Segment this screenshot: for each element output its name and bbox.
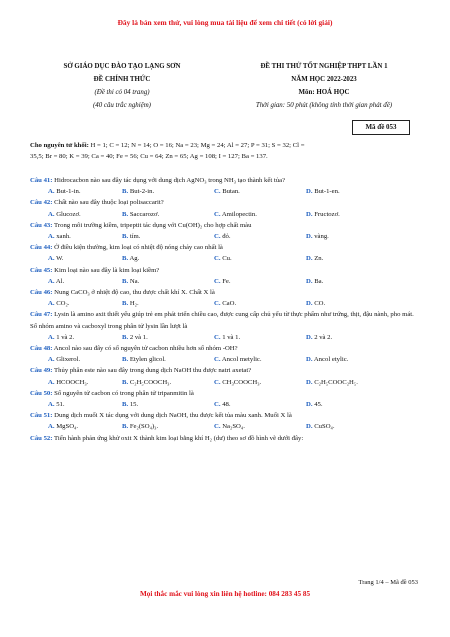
option-text: Ag. (129, 255, 140, 263)
answer-option (30, 298, 122, 309)
answer-option (122, 298, 214, 309)
option-letter: A. (48, 333, 55, 341)
answer-options (30, 253, 422, 264)
answer-option (214, 231, 306, 242)
option-text: Saccarozơ. (129, 210, 160, 218)
question-stem (30, 433, 422, 444)
question-text: Ở điều kiện thường, kim loại có nhiệt độ nóng chảy cao nhất là (54, 244, 223, 252)
question-item (30, 309, 422, 343)
option-text: Na. (129, 277, 140, 285)
question-item (30, 388, 422, 410)
question-number: Câu 44: (30, 244, 53, 252)
answer-option (30, 399, 122, 410)
option-letter: A. (48, 423, 55, 431)
question-item (30, 242, 422, 264)
option-letter: D. (306, 210, 313, 218)
answer-option (306, 399, 398, 410)
answer-option (122, 421, 214, 432)
answer-option (122, 377, 214, 388)
answer-option (306, 354, 398, 365)
option-text: tím. (129, 233, 141, 241)
atomic-masses-label: Cho nguyên tử khối: (30, 142, 89, 149)
answer-option (122, 354, 214, 365)
option-text: Etylen glicol. (129, 356, 166, 364)
answer-option (122, 276, 214, 287)
option-text: Butan. (222, 188, 240, 196)
answer-option (214, 209, 306, 220)
answer-option (30, 276, 122, 287)
hotline-banner: Mọi thắc mắc vui lòng xin liên hệ hotline: 084 283 45 85 (139, 590, 311, 598)
question-text: Thủy phân este nào sau đây trong dung dịch NaOH thu được natri axetat? (54, 367, 252, 375)
option-text: But-1-in. (56, 188, 81, 196)
option-letter: D. (306, 401, 313, 409)
option-text: C₂H₅COOCH₃. (129, 378, 172, 386)
official-label: ĐỀ CHÍNH THỨC (93, 76, 151, 83)
question-item (30, 343, 422, 365)
exam-title: ĐỀ THI THỬ TỐT NGHIỆP THPT LẦN 1 (260, 63, 388, 70)
question-text: Ancol nào sau đây có số nguyên tử cacbon nhiều hơn số nhóm -OH? (53, 345, 238, 353)
question-item (30, 220, 422, 242)
option-text: Al. (55, 277, 65, 285)
question-item (30, 287, 422, 309)
question-stem (30, 220, 422, 231)
subject-name: Môn: HOÁ HỌC (298, 89, 350, 96)
option-letter: B. (122, 356, 129, 364)
option-letter: D. (306, 356, 313, 364)
answer-option (122, 332, 214, 343)
question-item (30, 197, 422, 219)
option-text: CO₂. (56, 300, 70, 308)
option-text: Amilopectin. (221, 210, 257, 218)
question-item (30, 433, 422, 444)
option-letter: B. (122, 423, 129, 431)
option-letter: C. (214, 423, 221, 431)
option-text: 45. (314, 401, 323, 409)
answer-options (30, 186, 422, 197)
answer-option (30, 253, 122, 264)
option-text: Zn. (314, 255, 324, 263)
answer-option (306, 298, 398, 309)
option-text: CO. (314, 300, 326, 308)
question-item (30, 410, 422, 432)
option-letter: C. (214, 356, 221, 364)
answer-options (30, 377, 422, 388)
question-text: Chất nào sau đây thuộc loại polisaccarit? (54, 199, 164, 207)
option-letter: A. (48, 210, 55, 218)
option-letter: C. (214, 210, 221, 218)
option-letter: A. (48, 255, 55, 263)
option-letter: B. (122, 210, 129, 218)
answer-option (306, 332, 398, 343)
option-letter: D. (306, 300, 313, 308)
option-text: MgSO₄. (56, 423, 79, 431)
option-letter: D. (306, 423, 313, 431)
answer-option (306, 253, 398, 264)
option-letter: A. (48, 233, 55, 241)
question-number: Câu 51: (30, 412, 53, 420)
answer-option (306, 186, 398, 197)
option-letter: B. (122, 378, 129, 386)
option-letter: B. (122, 333, 129, 341)
option-text: 15. (129, 401, 139, 409)
question-number: Câu 43: (30, 221, 53, 229)
option-text: Glucozơ. (56, 210, 81, 218)
answer-option (306, 209, 398, 220)
question-list (30, 175, 422, 444)
atomic-masses (30, 140, 422, 162)
question-number: Câu 41: (30, 177, 53, 184)
answer-option (122, 186, 214, 197)
option-text: Na₂SO₄. (222, 423, 245, 431)
option-letter: D. (306, 188, 313, 196)
header-left (22, 60, 222, 112)
question-stem (30, 287, 422, 298)
question-count-note: (40 câu trắc nghiệm) (93, 102, 151, 109)
question-text: Hidrocacbon nào sau đây tác dụng với dung dịch AgNO₃ trong NH₃ tạo thành kết tủa? (54, 177, 286, 184)
option-text: Fructozơ. (314, 210, 340, 218)
department-name: SỞ GIÁO DỤC ĐÀO TẠO LẠNG SƠN (63, 63, 181, 70)
question-item (30, 265, 422, 287)
header-right (215, 60, 433, 112)
question-text: Kim loại nào sau đây là kim loại kiềm? (54, 266, 160, 274)
answer-option (122, 209, 214, 220)
school-year: NĂM HỌC 2022-2023 (291, 76, 357, 83)
option-text: CH₃COOCH₃. (222, 378, 262, 386)
answer-option (30, 421, 122, 432)
option-letter: C. (214, 233, 221, 241)
option-text: Ancol etylic. (313, 356, 349, 364)
answer-options (30, 421, 422, 432)
option-letter: D. (306, 378, 313, 386)
question-stem (30, 309, 422, 331)
atomic-masses-line-2: 35,5; Br = 80; K = 39; Ca = 40; Fe = 56; Cu = 64; Zn = 65; Ag = 108; I = 127; Ba = 137. (30, 153, 268, 160)
answer-option (214, 421, 306, 432)
option-text: vàng. (314, 233, 329, 241)
question-stem (30, 343, 422, 354)
question-stem (30, 242, 422, 253)
answer-options (30, 231, 422, 242)
answer-options (30, 298, 422, 309)
answer-option (306, 421, 398, 432)
option-text: Glixerol. (56, 356, 81, 364)
option-letter: B. (122, 300, 129, 308)
answer-option (214, 253, 306, 264)
option-letter: C. (214, 277, 221, 285)
option-text: But-1-en. (314, 188, 340, 196)
question-number: Câu 52: (30, 434, 53, 442)
answer-option (30, 377, 122, 388)
answer-option (214, 332, 306, 343)
question-item (30, 175, 422, 197)
answer-option (306, 377, 398, 388)
answer-option (122, 231, 214, 242)
option-letter: D. (306, 255, 313, 263)
answer-option (30, 231, 122, 242)
answer-options (30, 332, 422, 343)
option-text: 1 và 1. (222, 333, 241, 341)
option-text: 2 và 1. (129, 333, 148, 341)
option-text: đỏ. (222, 233, 231, 241)
option-letter: B. (122, 255, 129, 263)
option-letter: D. (306, 333, 313, 341)
atomic-masses-line-1: H = 1; C = 12; N = 14; O = 16; Na = 23; Mg = 24; Al = 27; P = 31; S = 32; Cl = (90, 142, 305, 149)
question-number: Câu 47: (30, 311, 53, 319)
page-footer: Trang 1/4 – Mã đề 053 (358, 579, 418, 586)
answer-option (30, 354, 122, 365)
option-text: 2 và 2. (314, 333, 333, 341)
question-stem (30, 365, 422, 376)
option-text: CaO. (222, 300, 237, 308)
answer-option (30, 332, 122, 343)
option-letter: B. (122, 277, 129, 285)
answer-option (306, 276, 398, 287)
answer-option (122, 253, 214, 264)
question-item (30, 365, 422, 387)
option-text: H₂. (129, 300, 139, 308)
option-letter: C. (214, 300, 221, 308)
question-text: Trong môi trường kiềm, tripeptit tác dụng với Cu(OH)₂ cho hợp chất màu (54, 221, 252, 229)
answer-option (214, 186, 306, 197)
option-letter: B. (122, 401, 129, 409)
option-letter: C. (214, 401, 221, 409)
option-letter: A. (48, 300, 55, 308)
option-text: CuSO₄. (314, 423, 335, 431)
option-text: W. (56, 255, 64, 263)
option-text: 1 và 2. (56, 333, 75, 341)
option-letter: D. (306, 277, 313, 285)
option-letter: A. (48, 378, 55, 386)
option-letter: A. (48, 356, 55, 364)
option-text: Ba. (314, 277, 324, 285)
preview-banner: Đây là bản xem thử, vui lòng mua tài liệu để xem chi tiết (có lời giải) (117, 18, 333, 27)
question-stem (30, 265, 422, 276)
question-text: Dung dịch muối X tác dụng với dung dịch NaOH, thu được kết tủa màu xanh. Muối X là (54, 412, 292, 420)
time-limit: Thời gian: 50 phút (không tính thời gian phát đề) (255, 102, 393, 109)
question-text: Lysin là amino axit thiết yếu giúp trẻ em phát triển chiều cao, được cung cấp chủ yếu từ thực phẩm như trứng, thịt, đậu nành, pho mát. Số nhóm amino và cacboxyl trong phân tử lysin lần lượt là (30, 311, 414, 330)
answer-option (214, 298, 306, 309)
answer-options (30, 276, 422, 287)
page-count-note: (Đề thi có 04 trang) (94, 89, 150, 96)
answer-option (30, 186, 122, 197)
answer-option (122, 399, 214, 410)
question-text: Tiến hành phản ứng khử oxit X thành kim loại bằng khí H₂ (dư) theo sơ đồ hình vẽ dưới đây: (54, 434, 304, 442)
option-letter: B. (122, 233, 129, 241)
option-text: Ancol metylic. (221, 356, 262, 364)
option-text: Fe. (222, 277, 231, 285)
option-letter: A. (48, 277, 55, 285)
question-stem (30, 197, 422, 208)
question-number: Câu 46: (30, 289, 53, 297)
option-text: xanh. (56, 233, 71, 241)
answer-options (30, 354, 422, 365)
question-number: Câu 45: (30, 266, 53, 274)
option-letter: C. (214, 333, 221, 341)
question-number: Câu 49: (30, 367, 53, 375)
question-stem (30, 388, 422, 399)
option-letter: C. (214, 255, 221, 263)
option-letter: C. (214, 188, 221, 196)
option-letter: C. (214, 378, 221, 386)
answer-options (30, 209, 422, 220)
question-number: Câu 48: (30, 345, 53, 353)
option-text: Cu. (222, 255, 232, 263)
option-text: HCOOCH₃. (56, 378, 89, 386)
answer-option (214, 399, 306, 410)
option-text: But-2-in. (129, 188, 155, 196)
option-letter: B. (122, 188, 129, 196)
option-text: Fe₂(SO₄)₃. (129, 423, 159, 431)
exam-code-box: Mã đề 053 (352, 120, 410, 135)
question-number: Câu 42: (30, 199, 53, 207)
answer-option (214, 276, 306, 287)
question-stem (30, 175, 422, 186)
question-number: Câu 50: (30, 389, 53, 397)
answer-option (30, 209, 122, 220)
option-text: C₂H₅COOC₂H₅. (314, 378, 358, 386)
question-stem (30, 410, 422, 421)
question-text: Nung CaCO₃ ở nhiệt độ cao, thu được chất khí X. Chất X là (54, 289, 215, 297)
option-text: 48. (222, 401, 231, 409)
answer-option (214, 354, 306, 365)
answer-options (30, 399, 422, 410)
option-letter: A. (48, 401, 55, 409)
question-text: Số nguyên tử cacbon có trong phân tử tripanmitin là (54, 389, 194, 397)
answer-option (214, 377, 306, 388)
option-letter: D. (306, 233, 313, 241)
option-letter: A. (48, 188, 55, 196)
option-text: 51. (56, 401, 65, 409)
answer-option (306, 231, 398, 242)
